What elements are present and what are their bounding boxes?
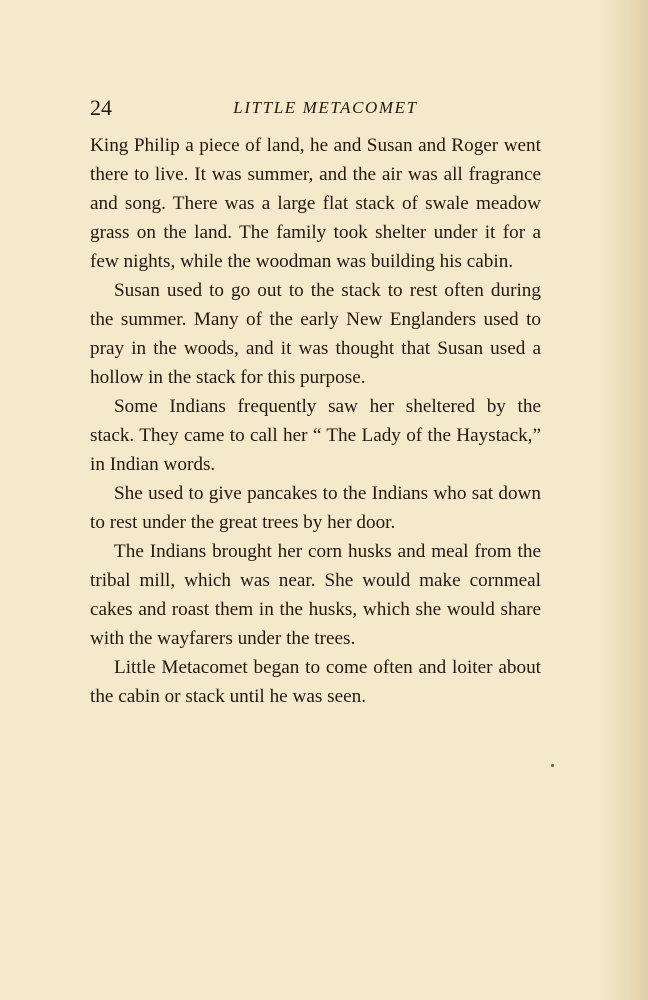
paragraph: Little Metacomet began to come often and loiter about the cabin or stack until he was seen.	[90, 657, 541, 707]
paragraph: Some Indians frequently saw her sheltered by the stack. They came to call her “ The Lady of the Haystack,” in Indian words.	[90, 396, 541, 475]
body-text	[90, 131, 541, 711]
paragraph: The Indians brought her corn husks and meal from the tribal mill, which was near. She would make cornmeal cakes and roast them in the husks, which she would share with the wayfarers under the trees.	[90, 541, 541, 649]
paragraph: Susan used to go out to the stack to rest often during the summer. Many of the early New Englanders used to pray in the woods, and it was thought that Susan used a hollow in the stack for this purpose.	[90, 280, 541, 388]
page-number: 24	[90, 95, 112, 120]
paragraph-continuation: King Philip a piece of land, he and Susan and Roger went there to live. It was summer, and the air was all fragrance and song. There was a large flat stack of swale meadow grass on the land. The family took shelter under it for a few nights, while the woodman was building his cabin.	[90, 135, 541, 272]
page-header	[90, 92, 541, 124]
stray-ink-mark	[551, 764, 554, 767]
paragraph: She used to give pancakes to the Indians who sat down to rest under the great trees by her door.	[90, 483, 541, 533]
running-title: LITTLE METACOMET	[233, 98, 418, 117]
